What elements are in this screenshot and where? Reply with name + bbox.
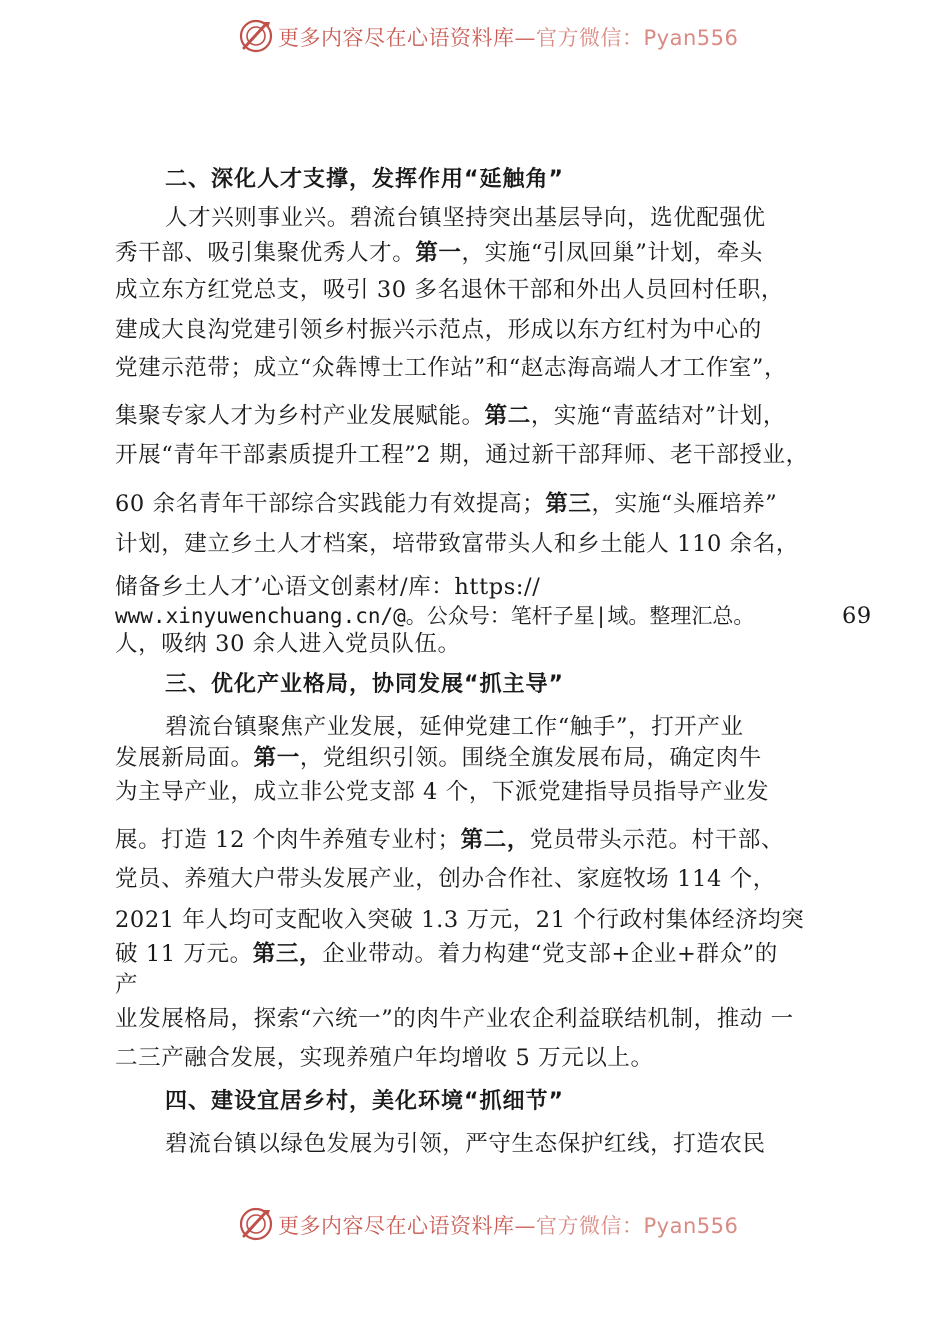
- text-run: ，实施“头雁培养”: [591, 491, 778, 517]
- section-heading-2: 二、深化人才支撑，发挥作用“延触角”: [165, 167, 564, 192]
- paragraph-line: 二三产融合发展，实现养殖户年均增收 5 万元以上。: [115, 1045, 654, 1071]
- watermark-wechat-label: 官方微信：: [536, 26, 644, 50]
- text-run: 发展新局面。: [115, 745, 254, 771]
- brand-logo-icon: [238, 1206, 274, 1242]
- paragraph-line: 碧流台镇聚焦产业发展，延伸党建工作“触手”，打开产业: [165, 714, 744, 740]
- emphasis-third: 第三: [545, 491, 592, 517]
- emphasis-first: 第一: [253, 745, 300, 771]
- watermark-brand: 更多内容尽在心语资料库: [278, 1214, 515, 1238]
- paragraph-line: [115, 601, 872, 631]
- paragraph-line: [115, 401, 786, 431]
- brand-logo-icon: [238, 18, 274, 54]
- paragraph-line: 业发展格局，探索“六统一”的肉牛产业农企利益联结机制，推动 一: [115, 1006, 794, 1032]
- paragraph-line: 党员、养殖大户带头发展产业，创办合作社、家庭牧场 114 个，: [115, 866, 776, 892]
- paragraph-line: [115, 743, 762, 773]
- watermark-dash: —: [514, 26, 536, 50]
- text-run: 企业带动。着力构建“党支部+企业+群众”的: [322, 941, 778, 967]
- paragraph-line: 党建示范带；成立“众犇博士工作站”和“赵志海高端人才工作室”，: [115, 355, 788, 381]
- watermark-text: [278, 22, 738, 52]
- text-run: 集聚专家人才为乡村产业发展赋能。: [115, 403, 485, 429]
- paragraph-line: 储备乡土人才’心语文创素材/库：https://: [115, 574, 541, 600]
- emphasis-first: 第一: [415, 240, 462, 266]
- paragraph-line: [115, 939, 778, 969]
- watermark-brand: 更多内容尽在心语资料库: [278, 26, 515, 50]
- text-run: ，党组织引领。围绕全旗发展布局，确定肉牛: [299, 745, 762, 771]
- emphasis-second: 第二: [484, 403, 531, 429]
- watermark-dash: —: [514, 1214, 536, 1238]
- text-run: 党员带头示范。村干部、: [529, 827, 785, 853]
- text-run: 秀干部、吸引集聚优秀人才。: [115, 240, 416, 266]
- watermark-wechat-id: Pyan556: [643, 1214, 739, 1238]
- paragraph-line: [115, 489, 777, 519]
- paragraph-line: [115, 238, 763, 268]
- paragraph-line: 产: [115, 972, 139, 998]
- paragraph-line: 人才兴则事业兴。碧流台镇坚持突出基层导向，选优配强优: [165, 205, 766, 231]
- text-run: ，实施“青蓝结对”计划，: [530, 403, 787, 429]
- text-run: www.xinyuwenchuang.cn/@。公众号：笔杆子星|域。整理汇总。: [115, 604, 755, 628]
- paragraph-line: [115, 825, 784, 855]
- section-heading-3: 三、优化产业格局，协同发展“抓主导”: [165, 672, 564, 697]
- paragraph-line: 成立东方红党总支，吸引 30 多名退休干部和外出人员回村任职，: [115, 277, 785, 303]
- text-run: 破 11 万元。: [115, 941, 253, 967]
- emphasis-second: 第二，: [460, 827, 530, 853]
- section-heading-4: 四、建设宜居乡村，美化环境“抓细节”: [165, 1089, 564, 1114]
- paragraph-line: 人，吸纳 30 余人进入党员队伍。: [115, 631, 461, 657]
- text-run: ，实施“引凤回巢”计划，牵头: [461, 240, 763, 266]
- paragraph-line: 2021 年人均可支配收入突破 1.3 万元，21 个行政村集体经济均突: [115, 907, 805, 933]
- watermark-banner-bottom: [0, 1204, 950, 1244]
- paragraph-line: 建成大良沟党建引领乡村振兴示范点，形成以东方红村为中心的: [115, 317, 762, 343]
- watermark-wechat-label: 官方微信：: [536, 1214, 644, 1238]
- text-run: 69: [842, 603, 872, 629]
- paragraph-line: 开展“青年干部素质提升工程”2 期，通过新干部拜师、老干部授业，: [115, 442, 809, 468]
- paragraph-line: 为主导产业，成立非公党支部 4 个，下派党建指导员指导产业发: [115, 779, 770, 805]
- watermark-banner-top: [0, 16, 950, 56]
- watermark-wechat-id: Pyan556: [643, 26, 739, 50]
- emphasis-third: 第三，: [252, 941, 323, 967]
- text-run: 展。打造 12 个肉牛养殖专业村；: [115, 827, 461, 853]
- text-run: 60 余名青年干部综合实践能力有效提高；: [115, 491, 546, 517]
- watermark-text: [278, 1210, 738, 1240]
- paragraph-line: 计划，建立乡土人才档案，培带致富带头人和乡土能人 110 余名，: [115, 531, 799, 557]
- paragraph-line: 碧流台镇以绿色发展为引领，严守生态保护红线，打造农民: [165, 1131, 766, 1157]
